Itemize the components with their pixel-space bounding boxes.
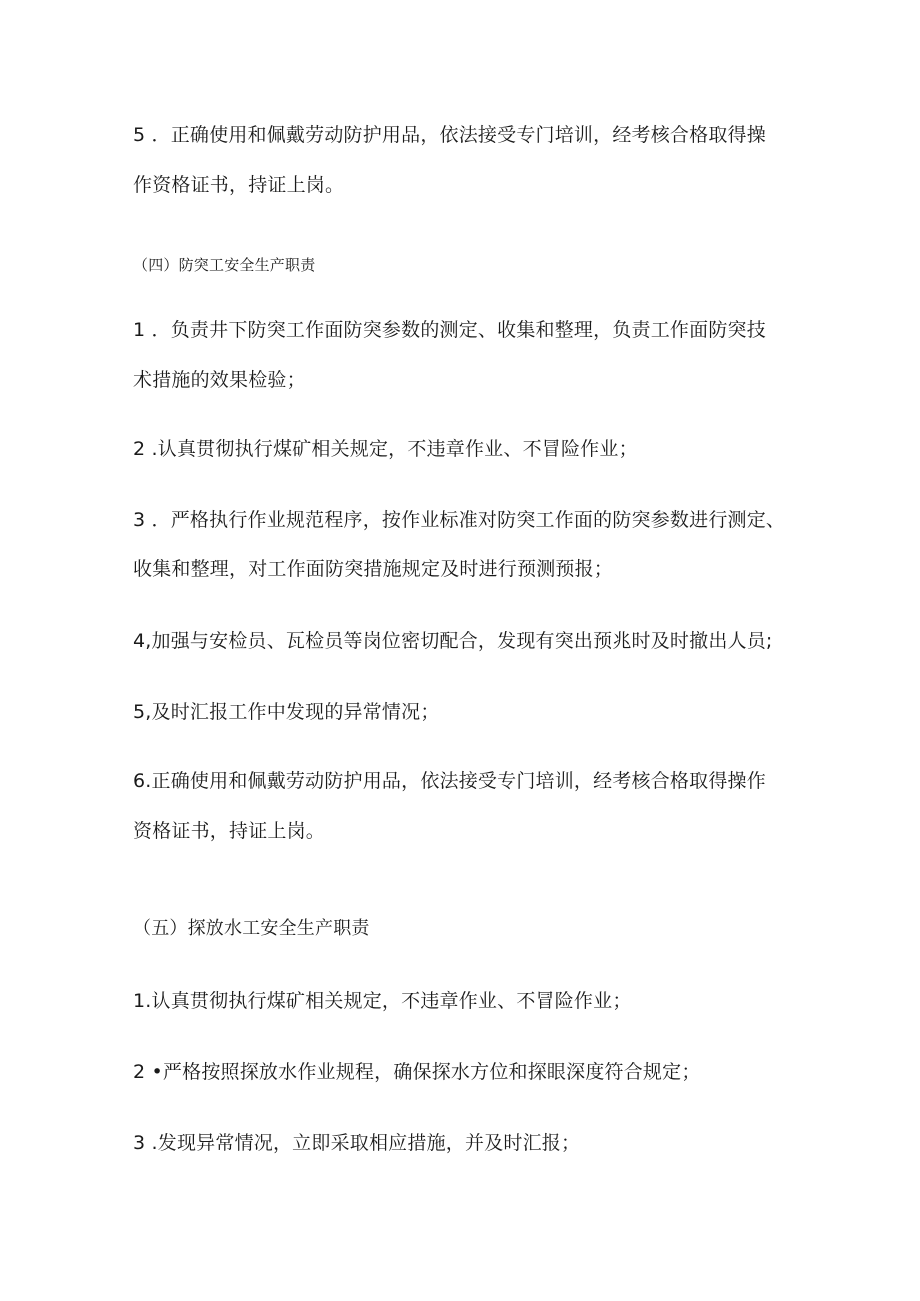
paragraph-line: 1 ．负责井下防突工作面防突参数的测定、收集和整理，负责工作面防突技 <box>133 319 766 341</box>
paragraph-line: 2 •严格按照探放水作业规程，确保探水方位和探眼深度符合规定； <box>133 1061 701 1083</box>
section-heading-four: （四）防突工安全生产职责 <box>133 256 316 274</box>
paragraph-line: 2 .认真贯彻执行煤矿相关规定，不违章作业、不冒险作业； <box>133 438 638 460</box>
paragraph-line: 3 ．严格执行作业规范程序，按作业标准对防突工作面的防突参数进行测定、 <box>133 509 786 531</box>
paragraph-line: 收集和整理，对工作面防突措施规定及时进行预测预报； <box>133 558 614 580</box>
paragraph-line: 6.正确使用和佩戴劳动防护用品，依法接受专门培训，经考核合格取得操作 <box>133 770 766 792</box>
paragraph-line: 4,加强与安检员、瓦检员等岗位密切配合，发现有突出预兆时及时撤出人员; <box>133 630 773 652</box>
section-heading-five: （五）探放水工安全生产职责 <box>133 918 370 939</box>
paragraph-line: 5,及时汇报工作中发现的异常情况； <box>133 701 440 723</box>
paragraph-line: 作资格证书，持证上岗。 <box>133 174 345 196</box>
paragraph-line: 术措施的效果检验； <box>133 369 306 391</box>
paragraph-line: 资格证书，持证上岗。 <box>133 820 326 842</box>
paragraph-line: 3 .发现异常情况，立即采取相应措施，并及时汇报； <box>133 1132 581 1154</box>
paragraph-line: 1.认真贯彻执行煤矿相关规定，不违章作业、不冒险作业； <box>133 990 632 1012</box>
paragraph-line: 5 ．正确使用和佩戴劳动防护用品，依法接受专门培训，经考核合格取得操 <box>133 124 766 146</box>
